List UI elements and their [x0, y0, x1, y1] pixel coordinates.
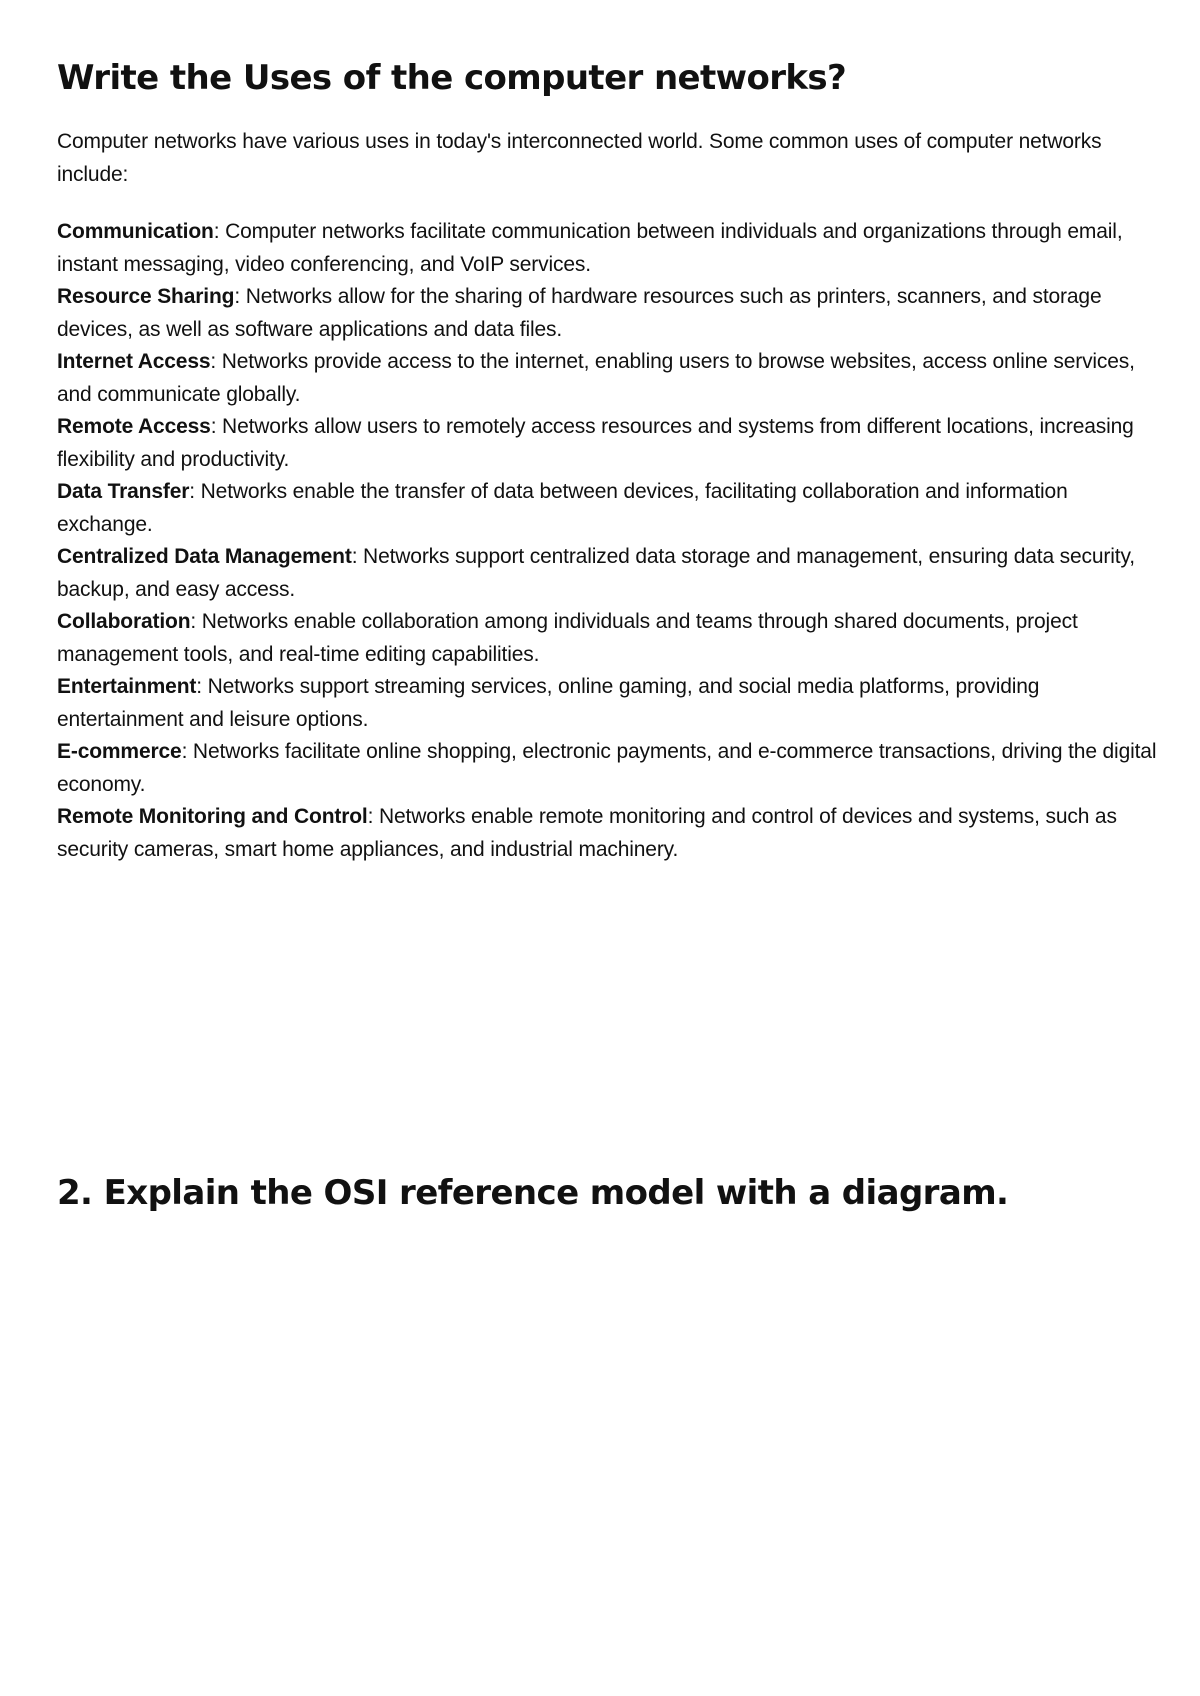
- use-item-data-transfer: [57, 476, 1157, 541]
- use-description: : Networks enable collaboration among individuals and teams through shared documents, project management tools, and real-time editing capabilities.: [57, 610, 1078, 666]
- use-item-entertainment: [57, 671, 1157, 736]
- use-term: Communication: [57, 220, 214, 243]
- use-item-remote-access: [57, 411, 1157, 476]
- use-term: Remote Access: [57, 415, 211, 438]
- use-description: : Networks support streaming services, online gaming, and social media platforms, providing entertainment and leisure options.: [57, 675, 1040, 731]
- use-item-communication: [57, 216, 1157, 281]
- use-term: Data Transfer: [57, 480, 190, 503]
- use-term: Centralized Data Management: [57, 545, 352, 568]
- use-term: Remote Monitoring and Control: [57, 805, 368, 828]
- use-term: E-commerce: [57, 740, 182, 763]
- uses-list: [57, 216, 1157, 866]
- use-item-internet-access: [57, 346, 1157, 411]
- use-term: Entertainment: [57, 675, 197, 698]
- use-description: : Networks facilitate online shopping, electronic payments, and e-commerce transactions, driving the digital economy.: [57, 740, 1157, 796]
- use-item-collaboration: [57, 606, 1157, 671]
- use-term: Collaboration: [57, 610, 191, 633]
- use-term: Internet Access: [57, 350, 211, 373]
- use-description: : Networks support centralized data storage and management, ensuring data security, backup, and easy access.: [57, 545, 1135, 601]
- use-item-remote-monitoring: [57, 801, 1157, 866]
- use-item-resource-sharing: [57, 281, 1157, 346]
- use-description: : Computer networks facilitate communication between individuals and organizations through email, instant messaging, video conferencing, and VoIP services.: [57, 220, 1123, 276]
- use-item-e-commerce: [57, 736, 1157, 801]
- intro-paragraph-block: [57, 126, 1157, 191]
- use-description: : Networks enable the transfer of data between devices, facilitating collaboration and information exchange.: [57, 480, 1068, 536]
- use-item-centralized-data-management: [57, 541, 1157, 606]
- use-description: : Networks allow users to remotely access resources and systems from different locations, increasing flexibility and productivity.: [57, 415, 1134, 471]
- question-1-heading: Write the Uses of the computer networks?: [57, 58, 847, 98]
- intro-paragraph: Computer networks have various uses in today's interconnected world. Some common uses of computer networks include:: [57, 130, 1102, 186]
- use-description: : Networks allow for the sharing of hardware resources such as printers, scanners, and storage devices, as well as software applications and data files.: [57, 285, 1102, 341]
- use-description: : Networks provide access to the internet, enabling users to browse websites, access online services, and communicate globally.: [57, 350, 1135, 406]
- use-term: Resource Sharing: [57, 285, 235, 308]
- question-2-heading: 2. Explain the OSI reference model with a diagram.: [57, 1173, 1009, 1213]
- use-description: : Networks enable remote monitoring and control of devices and systems, such as security cameras, smart home appliances, and industrial machinery.: [57, 805, 1117, 861]
